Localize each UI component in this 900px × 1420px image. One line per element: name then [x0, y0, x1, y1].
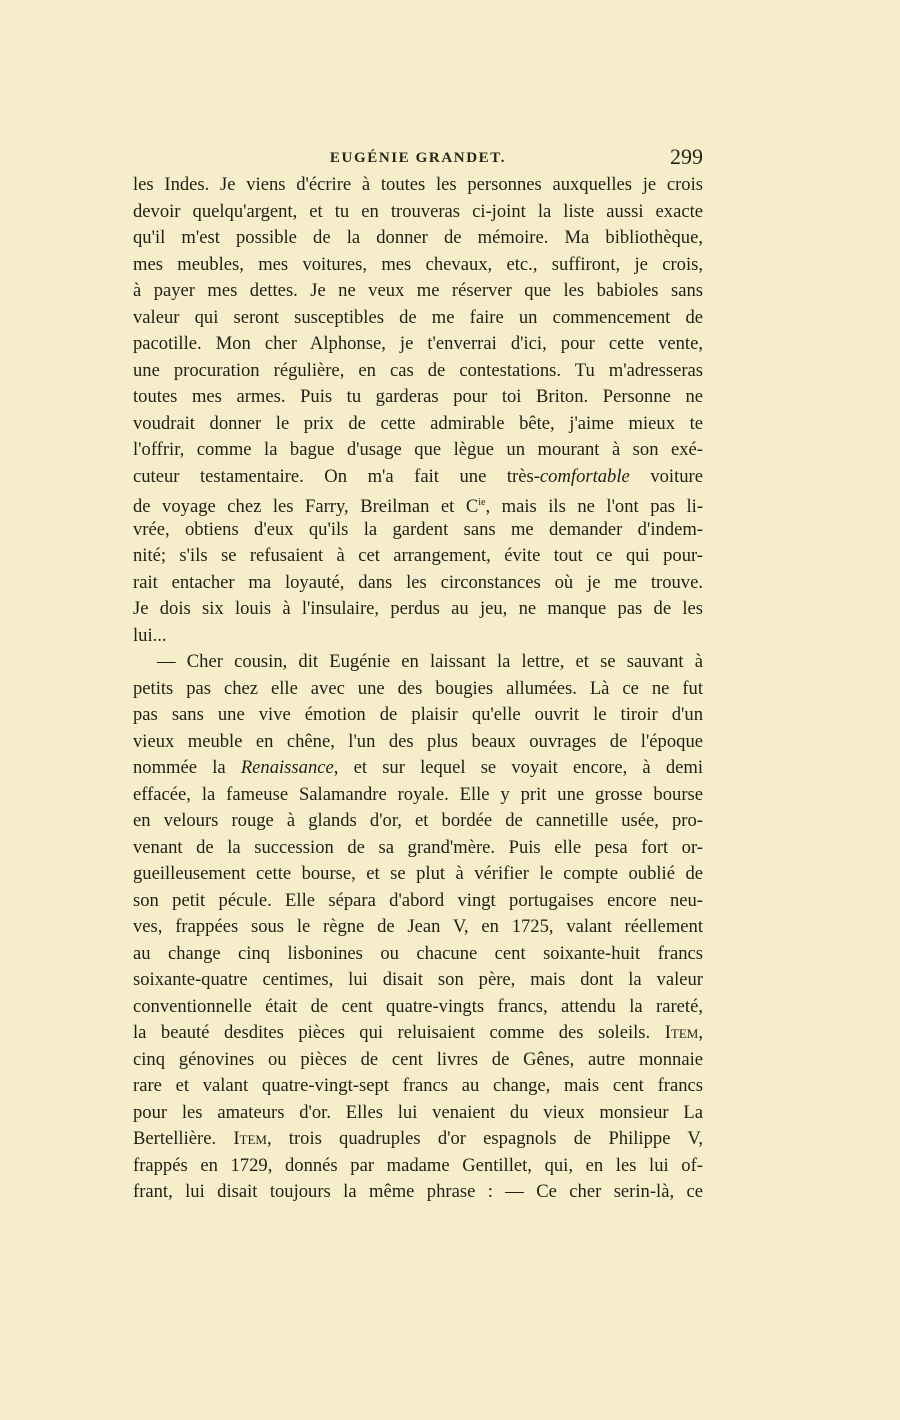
superscript-text: ie	[478, 497, 486, 508]
text-line	[133, 384, 703, 411]
text-line	[133, 1153, 703, 1180]
text-segment: ,	[698, 1022, 703, 1043]
text-line	[133, 596, 703, 623]
line-content: son petit pécule. Elle sépara d'abord vingt portugaises encore neu-	[133, 889, 703, 911]
line-content: petits pas chez elle avec une des bougies allumées. Là ce ne fut	[133, 677, 703, 699]
line-content: l'offrir, comme la bague d'usage que lègue un mourant à son exé-	[133, 439, 703, 460]
line-content: nité; s'ils se refusaient à cet arrangement, évite tout ce qui pour-	[133, 545, 703, 566]
line-content: mes meubles, mes voitures, mes chevaux, etc., suffiront, je crois,	[133, 253, 703, 275]
text-line	[133, 623, 703, 650]
line-content: frant, lui disait toujours la même phrase : — Ce cher serin-là, ce	[133, 1181, 703, 1202]
text-segment: , et sur lequel se voyait encore, à demi	[333, 757, 704, 778]
line-content: devoir quelqu'argent, et tu en trouveras ci-joint la liste aussi exacte	[133, 200, 703, 222]
page-header	[133, 144, 703, 172]
line-content: ves, frappées sous le règne de Jean V, en 1725, valant réellement	[133, 916, 703, 937]
line-content: voudrait donner le prix de cette admirable bête, j'aime mieux te	[133, 412, 703, 434]
line-content: cinq génovines ou pièces de cent livres de Gênes, autre monnaie	[133, 1048, 703, 1070]
text-line	[133, 358, 703, 385]
text-segment: , trois quadruples d'or espagnols de Philippe V,	[266, 1128, 703, 1149]
text-line	[133, 808, 703, 835]
text-line	[133, 490, 703, 517]
text-line	[133, 411, 703, 438]
text-line	[133, 1179, 703, 1206]
line-content: pour les amateurs d'or. Elles lui venaient du vieux monsieur La	[133, 1101, 703, 1123]
text-line	[133, 199, 703, 226]
line-content: rare et valant quatre-vingt-sept francs au change, mais cent francs	[133, 1075, 703, 1096]
italic-text: comfortable	[539, 465, 630, 487]
text-line	[133, 967, 703, 994]
text-line	[133, 941, 703, 968]
small-caps-text: Item	[664, 1022, 699, 1043]
line-content: frappés en 1729, donnés par madame Gentillet, qui, en les lui of-	[133, 1154, 703, 1176]
running-title: EUGÉNIE GRANDET.	[329, 150, 507, 166]
body-text	[133, 172, 703, 1206]
text-line	[133, 994, 703, 1021]
text-line	[133, 252, 703, 279]
line-content: vrée, obtiens d'eux qu'ils la gardent sans me demander d'indem-	[133, 518, 703, 540]
text-line	[133, 305, 703, 332]
text-line	[133, 1073, 703, 1100]
text-line	[133, 225, 703, 252]
italic-text: Renaissance	[240, 757, 334, 778]
line-content	[133, 757, 703, 778]
text-line	[133, 331, 703, 358]
text-line	[133, 1047, 703, 1074]
text-line	[133, 543, 703, 570]
text-line	[133, 278, 703, 305]
line-content: au change cinq lisbonines ou chacune cent soixante-huit francs	[133, 942, 703, 964]
text-segment: de voyage chez les Farry, Breilman et C	[133, 496, 479, 517]
page-number: 299	[670, 144, 703, 169]
text-line	[133, 835, 703, 862]
text-line	[133, 464, 703, 491]
text-line	[133, 437, 703, 464]
text-line	[133, 517, 703, 544]
line-content: qu'il m'est possible de la donner de mémoire. Ma bibliothèque,	[133, 227, 703, 248]
text-line	[133, 570, 703, 597]
text-line	[133, 702, 703, 729]
line-content: à payer mes dettes. Je ne veux me réserver que les babioles sans	[133, 280, 703, 301]
text-segment: Bertellière.	[133, 1128, 234, 1149]
text-segment: nommée la	[133, 757, 241, 778]
line-content: rait entacher ma loyauté, dans les circonstances où je me trouve.	[133, 571, 703, 593]
text-line	[133, 172, 703, 199]
line-content: les Indes. Je viens d'écrire à toutes les personnes auxquelles je crois	[133, 174, 703, 195]
text-line	[133, 729, 703, 756]
line-content: Je dois six louis à l'insulaire, perdus au jeu, ne manque pas de les	[133, 598, 703, 619]
line-content	[133, 1022, 703, 1043]
text-line	[133, 914, 703, 941]
text-line	[133, 1126, 703, 1153]
line-content: gueilleusement cette bourse, et se plut à vérifier le compte oublié de	[133, 863, 703, 884]
line-content	[133, 466, 703, 487]
line-content: — Cher cousin, dit Eugénie en laissant la lettre, et se sauvant à	[157, 651, 703, 672]
small-caps-text: Item	[233, 1128, 267, 1149]
text-segment: cuteur testamentaire. On m'a fait une très-	[133, 465, 540, 487]
line-content: conventionnelle était de cent quatre-vingts francs, attendu la rareté,	[133, 995, 703, 1017]
text-segment: voiture	[629, 465, 703, 487]
text-segment: , mais ils ne l'ont pas li-	[485, 496, 704, 517]
line-content: lui...	[133, 624, 167, 646]
text-line	[133, 676, 703, 703]
text-line	[133, 1100, 703, 1127]
text-line	[133, 755, 703, 782]
line-content: venant de la succession de sa grand'mère. Puis elle pesa fort or-	[133, 836, 703, 858]
text-line	[133, 782, 703, 809]
line-content: valeur qui seront susceptibles de me faire un commencement de	[133, 306, 703, 328]
text-segment: la beauté desdites pièces qui reluisaient comme des soleils.	[133, 1022, 665, 1043]
line-content: pacotille. Mon cher Alphonse, je t'enverrai d'ici, pour cette vente,	[133, 333, 703, 354]
line-content: en velours rouge à glands d'or, et bordée de cannetille usée, pro-	[133, 810, 703, 831]
line-content: toutes mes armes. Puis tu garderas pour toi Briton. Personne ne	[133, 386, 703, 407]
text-line	[133, 649, 703, 676]
line-content	[133, 496, 703, 517]
text-line	[133, 861, 703, 888]
line-content: effacée, la fameuse Salamandre royale. Elle y prit une grosse bourse	[133, 783, 703, 805]
line-content: une procuration régulière, en cas de contestations. Tu m'adresseras	[133, 359, 703, 381]
line-content: vieux meuble en chêne, l'un des plus beaux ouvrages de l'époque	[133, 730, 703, 752]
line-content: pas sans une vive émotion de plaisir qu'elle ouvrit le tiroir d'un	[133, 704, 703, 725]
line-content: soixante-quatre centimes, lui disait son père, mais dont la valeur	[133, 969, 703, 990]
text-line	[133, 1020, 703, 1047]
text-line	[133, 888, 703, 915]
line-content	[133, 1128, 703, 1149]
